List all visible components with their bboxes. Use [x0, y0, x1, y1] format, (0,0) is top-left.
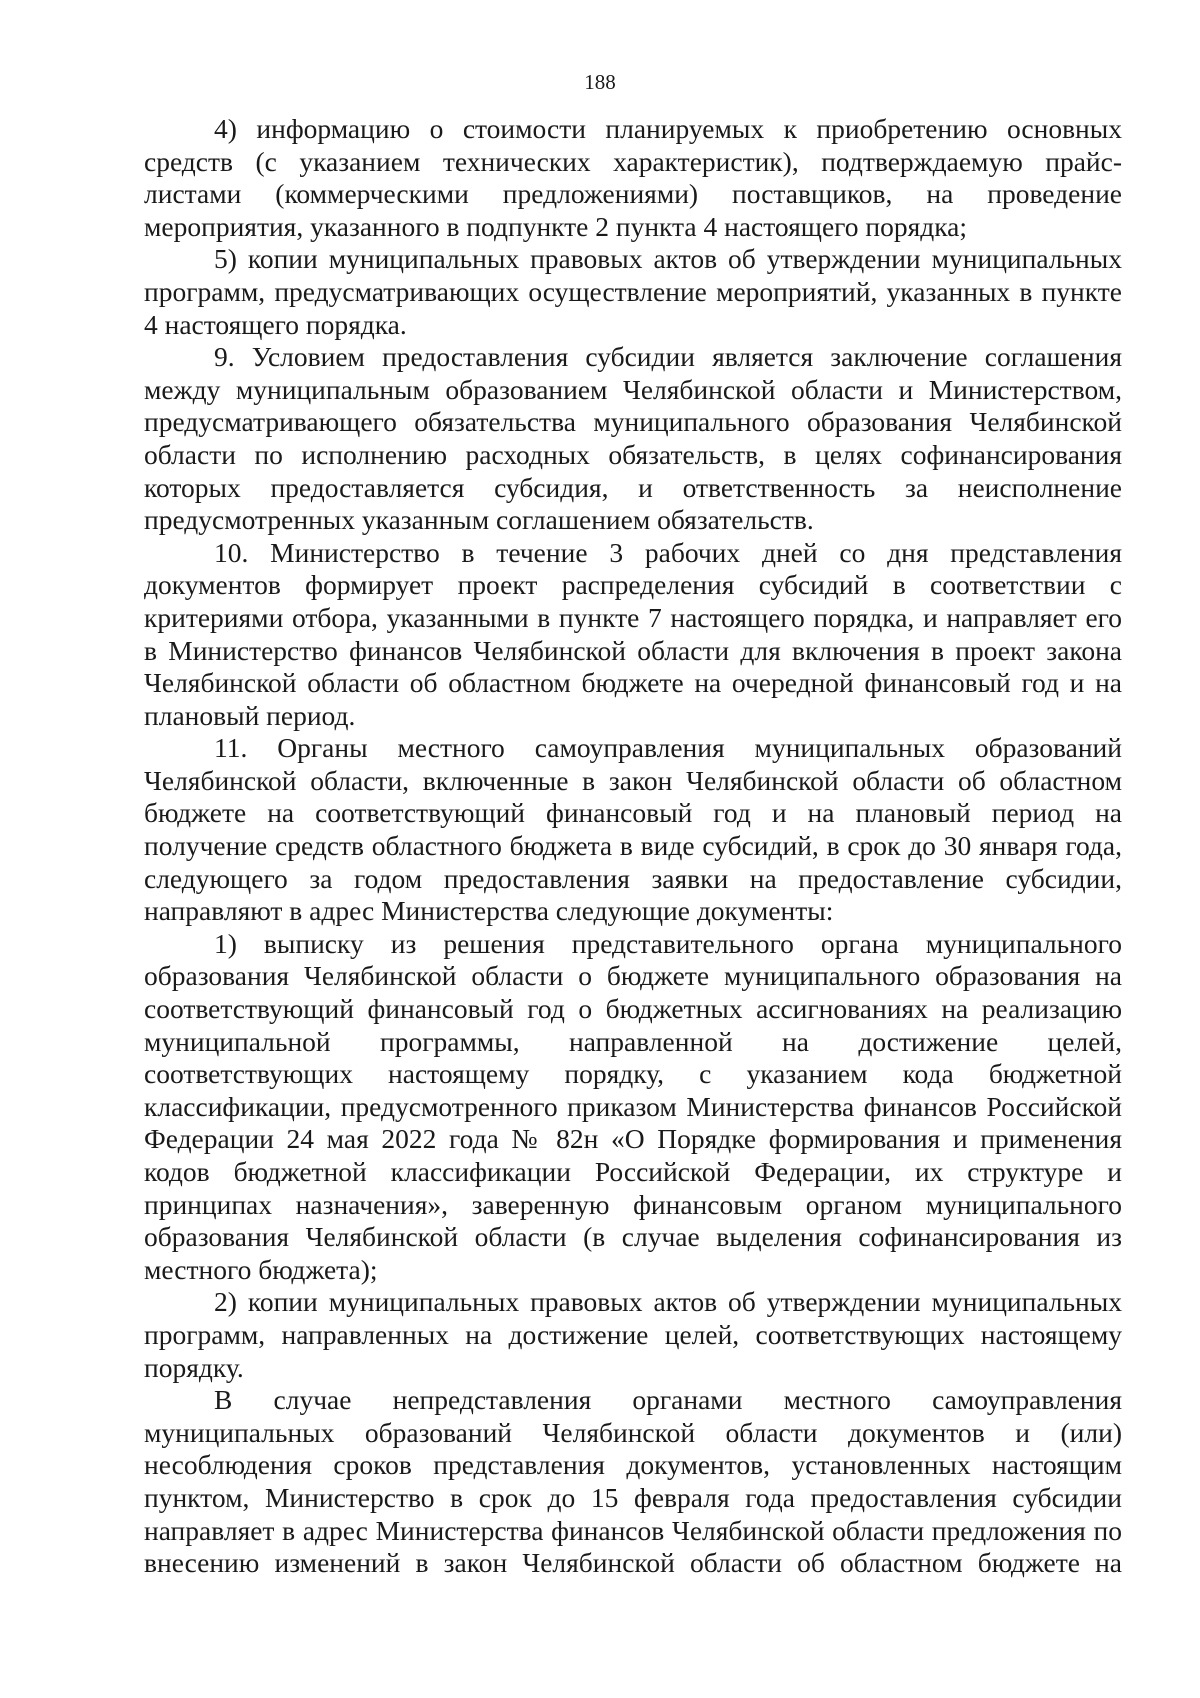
paragraph-item-4: 4) информацию о стоимости планируемых к приобретению основных средств (с указанием технических характеристик), подтверждаемую прайс-листами (коммерческими предложениями) поставщиков, на проведение мероприятия, указанного в подпункте 2 пункта 4 настоящего порядка; [144, 113, 1122, 242]
paragraph-clause-11: 11. Органы местного самоуправления муниципальных образований Челябинской области, включенные в закон Челябинской области об областном бюджете на соответствующий финансовый год и на плановый период на получение средств областного бюджета в виде субсидий, в срок до 30 января года, следующего за годом предоставления заявки на предоставление субсидии, направляют в адрес Министерства следующие документы: [144, 732, 1122, 927]
paragraph-clause-10: 10. Министерство в течение 3 рабочих дней со дня представления документов формирует проект распределения субсидий в соответствии с критериями отбора, указанными в пункте 7 настоящего порядка, и направляет его в Министерство финансов Челябинской области для включения в проект закона Челябинской области об областном бюджете на очередной финансовый год и на плановый период. [144, 536, 1122, 731]
paragraph-non-submission: В случае непредставления органами местного самоуправления муниципальных образований Челябинской области документов и (или) несоблюдения сроков представления документов, установленных настоящим пунктом, Министерство в срок до 15 февраля года предоставления субсидии направляет в адрес Министерства финансов Челябинской области предложения по внесению изменений в закон Челябинской области об областном бюджете на [144, 1384, 1122, 1579]
paragraph-subitem-2: 2) копии муниципальных правовых актов об утверждении муниципальных программ, направленных на достижение целей, соответствующих настоящему порядку. [144, 1286, 1122, 1383]
paragraph-clause-9: 9. Условием предоставления субсидии является заключение соглашения между муниципальным образованием Челябинской области и Министерством, предусматривающего обязательства муниципального образования Челябинской области по исполнению расходных обязательств, в целях софинансирования которых предоставляется субсидия, и ответственность за неисполнение предусмотренных указанным соглашением обязательств. [144, 341, 1122, 536]
paragraph-item-5: 5) копии муниципальных правовых актов об утверждении муниципальных программ, предусматривающих осуществление мероприятий, указанных в пункте 4 настоящего порядка. [144, 243, 1122, 340]
paragraph-subitem-1: 1) выписку из решения представительного органа муниципального образования Челябинской области о бюджете муниципального образования на соответствующий финансовый год о бюджетных ассигнованиях на реализацию муниципальной программы, направленной на достижение целей, соответствующих настоящему порядку, с указанием кода бюджетной классификации, предусмотренного приказом Министерства финансов Российской Федерации 24 мая 2022 года № 82н «О Порядке формирования и применения кодов бюджетной классификации Российской Федерации, их структуре и принципах назначения», заверенную финансовым органом муниципального образования Челябинской области (в случае выделения софинансирования из местного бюджета); [144, 927, 1122, 1285]
document-body [144, 113, 1122, 1580]
page-number: 188 [584, 70, 616, 94]
